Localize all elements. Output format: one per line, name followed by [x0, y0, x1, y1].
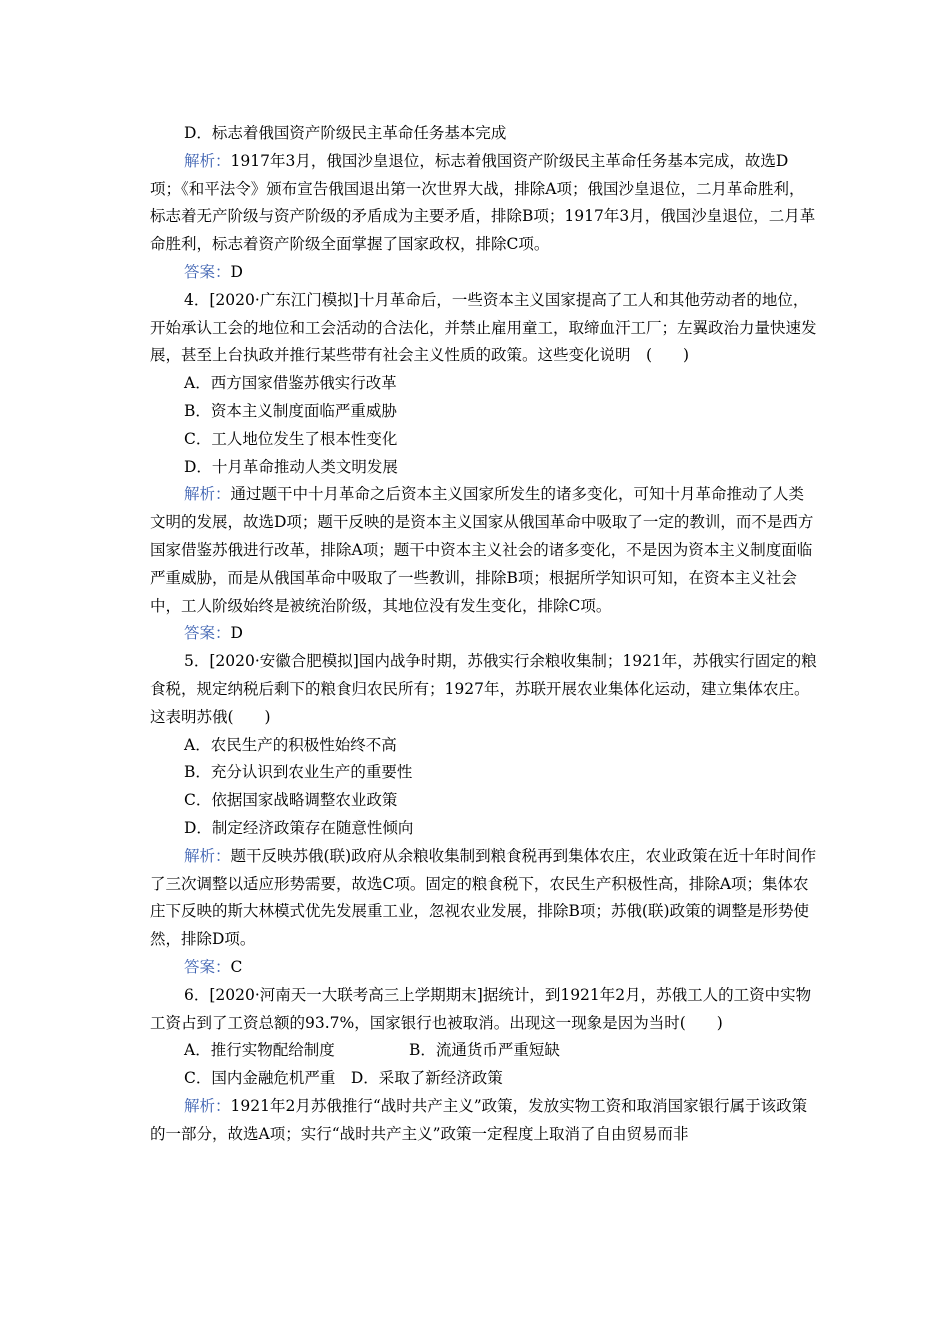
- answer-label: 答案：: [184, 262, 231, 281]
- q4-option-b: B．资本主义制度面临严重威胁: [184, 401, 397, 420]
- q5-option-c: C．依据国家战略调整农业政策: [184, 791, 398, 810]
- analysis-label: 解析：: [184, 151, 231, 170]
- analysis-text: 通过题干中十月革命之后资本主义国家所发生的诸多变化，可知十月革命推动了人类文明的发展，故选D项；题干反映的是资本主义国家从俄国革命中吸取了一定的教训，而不是西方国家借鉴苏俄进行改革，排除A项；题干中资本主义社会的诸多变化，不是因为资本主义制度面临严重威胁，而是从俄国革命中吸取了一些教训，排除B项；根据所学知识可知，在资本主义社会中，工人阶级始终是被统治阶级，其地位没有发生变化，排除C项。: [150, 485, 814, 615]
- answer-value: D: [230, 624, 243, 643]
- analysis-text: 题干反映苏俄(联)政府从余粮收集制到粮食税再到集体农庄，农业政策在近十年时间作了三次调整以适应形势需要，故选C项。固定的粮食税下，农民生产积极性高，排除A项；集体农庄下反映的斯大林模式优先发展重工业，忽视农业发展，排除B项；苏俄(联)政策的调整是形势使然，排除D项。: [150, 846, 817, 949]
- q5-option-a: A．农民生产的积极性始终不高: [184, 735, 397, 754]
- answer-value: C: [230, 957, 243, 976]
- q4-answer: [150, 620, 818, 648]
- q6-options-row-1: [150, 1037, 818, 1065]
- q6-option-a: A．推行实物配给制度: [184, 1041, 335, 1060]
- q4-option-d: D．十月革命推动人类文明发展: [184, 457, 398, 476]
- answer-label: 答案：: [184, 624, 231, 643]
- q4-stem: 4．[2020·广东江门模拟]十月革命后，一些资本主义国家提高了工人和其他劳动者的地位，开始承认工会的地位和工会活动的合法化，并禁止雇用童工，取缔血汗工厂；左翼政治力量快速发展，甚至上台执政并推行某些带有社会主义性质的政策。这些变化说明 ( ): [150, 290, 817, 365]
- q5-stem: 5．[2020·安徽合肥模拟]国内战争时期，苏俄实行余粮收集制；1921年，苏俄实行固定的粮食税，规定纳税后剩下的粮食归农民所有；1927年，苏联开展农业集体化运动，建立集体农庄。这表明苏俄( ): [150, 652, 817, 726]
- q4-option-a: A．西方国家借鉴苏俄实行改革: [184, 374, 397, 393]
- q3-analysis: [150, 148, 818, 259]
- analysis-text: 1921年2月苏俄推行“战时共产主义”政策，发放实物工资和取消国家银行属于该政策的一部分，故选A项；实行“战时共产主义”政策一定程度上取消了自由贸易而非: [150, 1096, 808, 1143]
- document-page: [150, 120, 818, 1148]
- q6-stem: 6．[2020·河南天一大联考高三上学期期末]据统计，到1921年2月，苏俄工人的工资中实物工资占到了工资总额的93.7%，国家银行也被取消。出现这一现象是因为当时( ): [150, 985, 812, 1032]
- q6-option-b: B．流通货币严重短缺: [409, 1041, 560, 1060]
- analysis-label: 解析：: [184, 485, 231, 504]
- analysis-label: 解析：: [184, 846, 231, 865]
- analysis-text: 1917年3月，俄国沙皇退位，标志着俄国资产阶级民主革命任务基本完成，故选D项；《和平法令》颁布宣告俄国退出第一次世界大战，排除A项；俄国沙皇退位，二月革命胜利，标志着无产阶级与资产阶级的矛盾成为主要矛盾，排除B项；1917年3月，俄国沙皇退位，二月革命胜利，标志着资产阶级全面掌握了国家政权，排除C项。: [150, 151, 816, 254]
- q6-options-row-2: C．国内金融危机严重 D．采取了新经济政策: [184, 1069, 503, 1088]
- q5-analysis: [150, 843, 818, 954]
- q5-option-b: B．充分认识到农业生产的重要性: [184, 763, 413, 782]
- answer-value: D: [230, 262, 243, 281]
- q3-answer: [150, 259, 818, 287]
- answer-label: 答案：: [184, 957, 231, 976]
- q3-option-d: D．标志着俄国资产阶级民主革命任务基本完成: [184, 124, 507, 142]
- q5-answer: [150, 954, 818, 982]
- q4-analysis: [150, 481, 818, 620]
- q6-analysis: [150, 1093, 818, 1149]
- analysis-label: 解析：: [184, 1096, 231, 1115]
- q4-option-c: C．工人地位发生了根本性变化: [184, 429, 398, 448]
- q5-option-d: D．制定经济政策存在随意性倾向: [184, 818, 414, 837]
